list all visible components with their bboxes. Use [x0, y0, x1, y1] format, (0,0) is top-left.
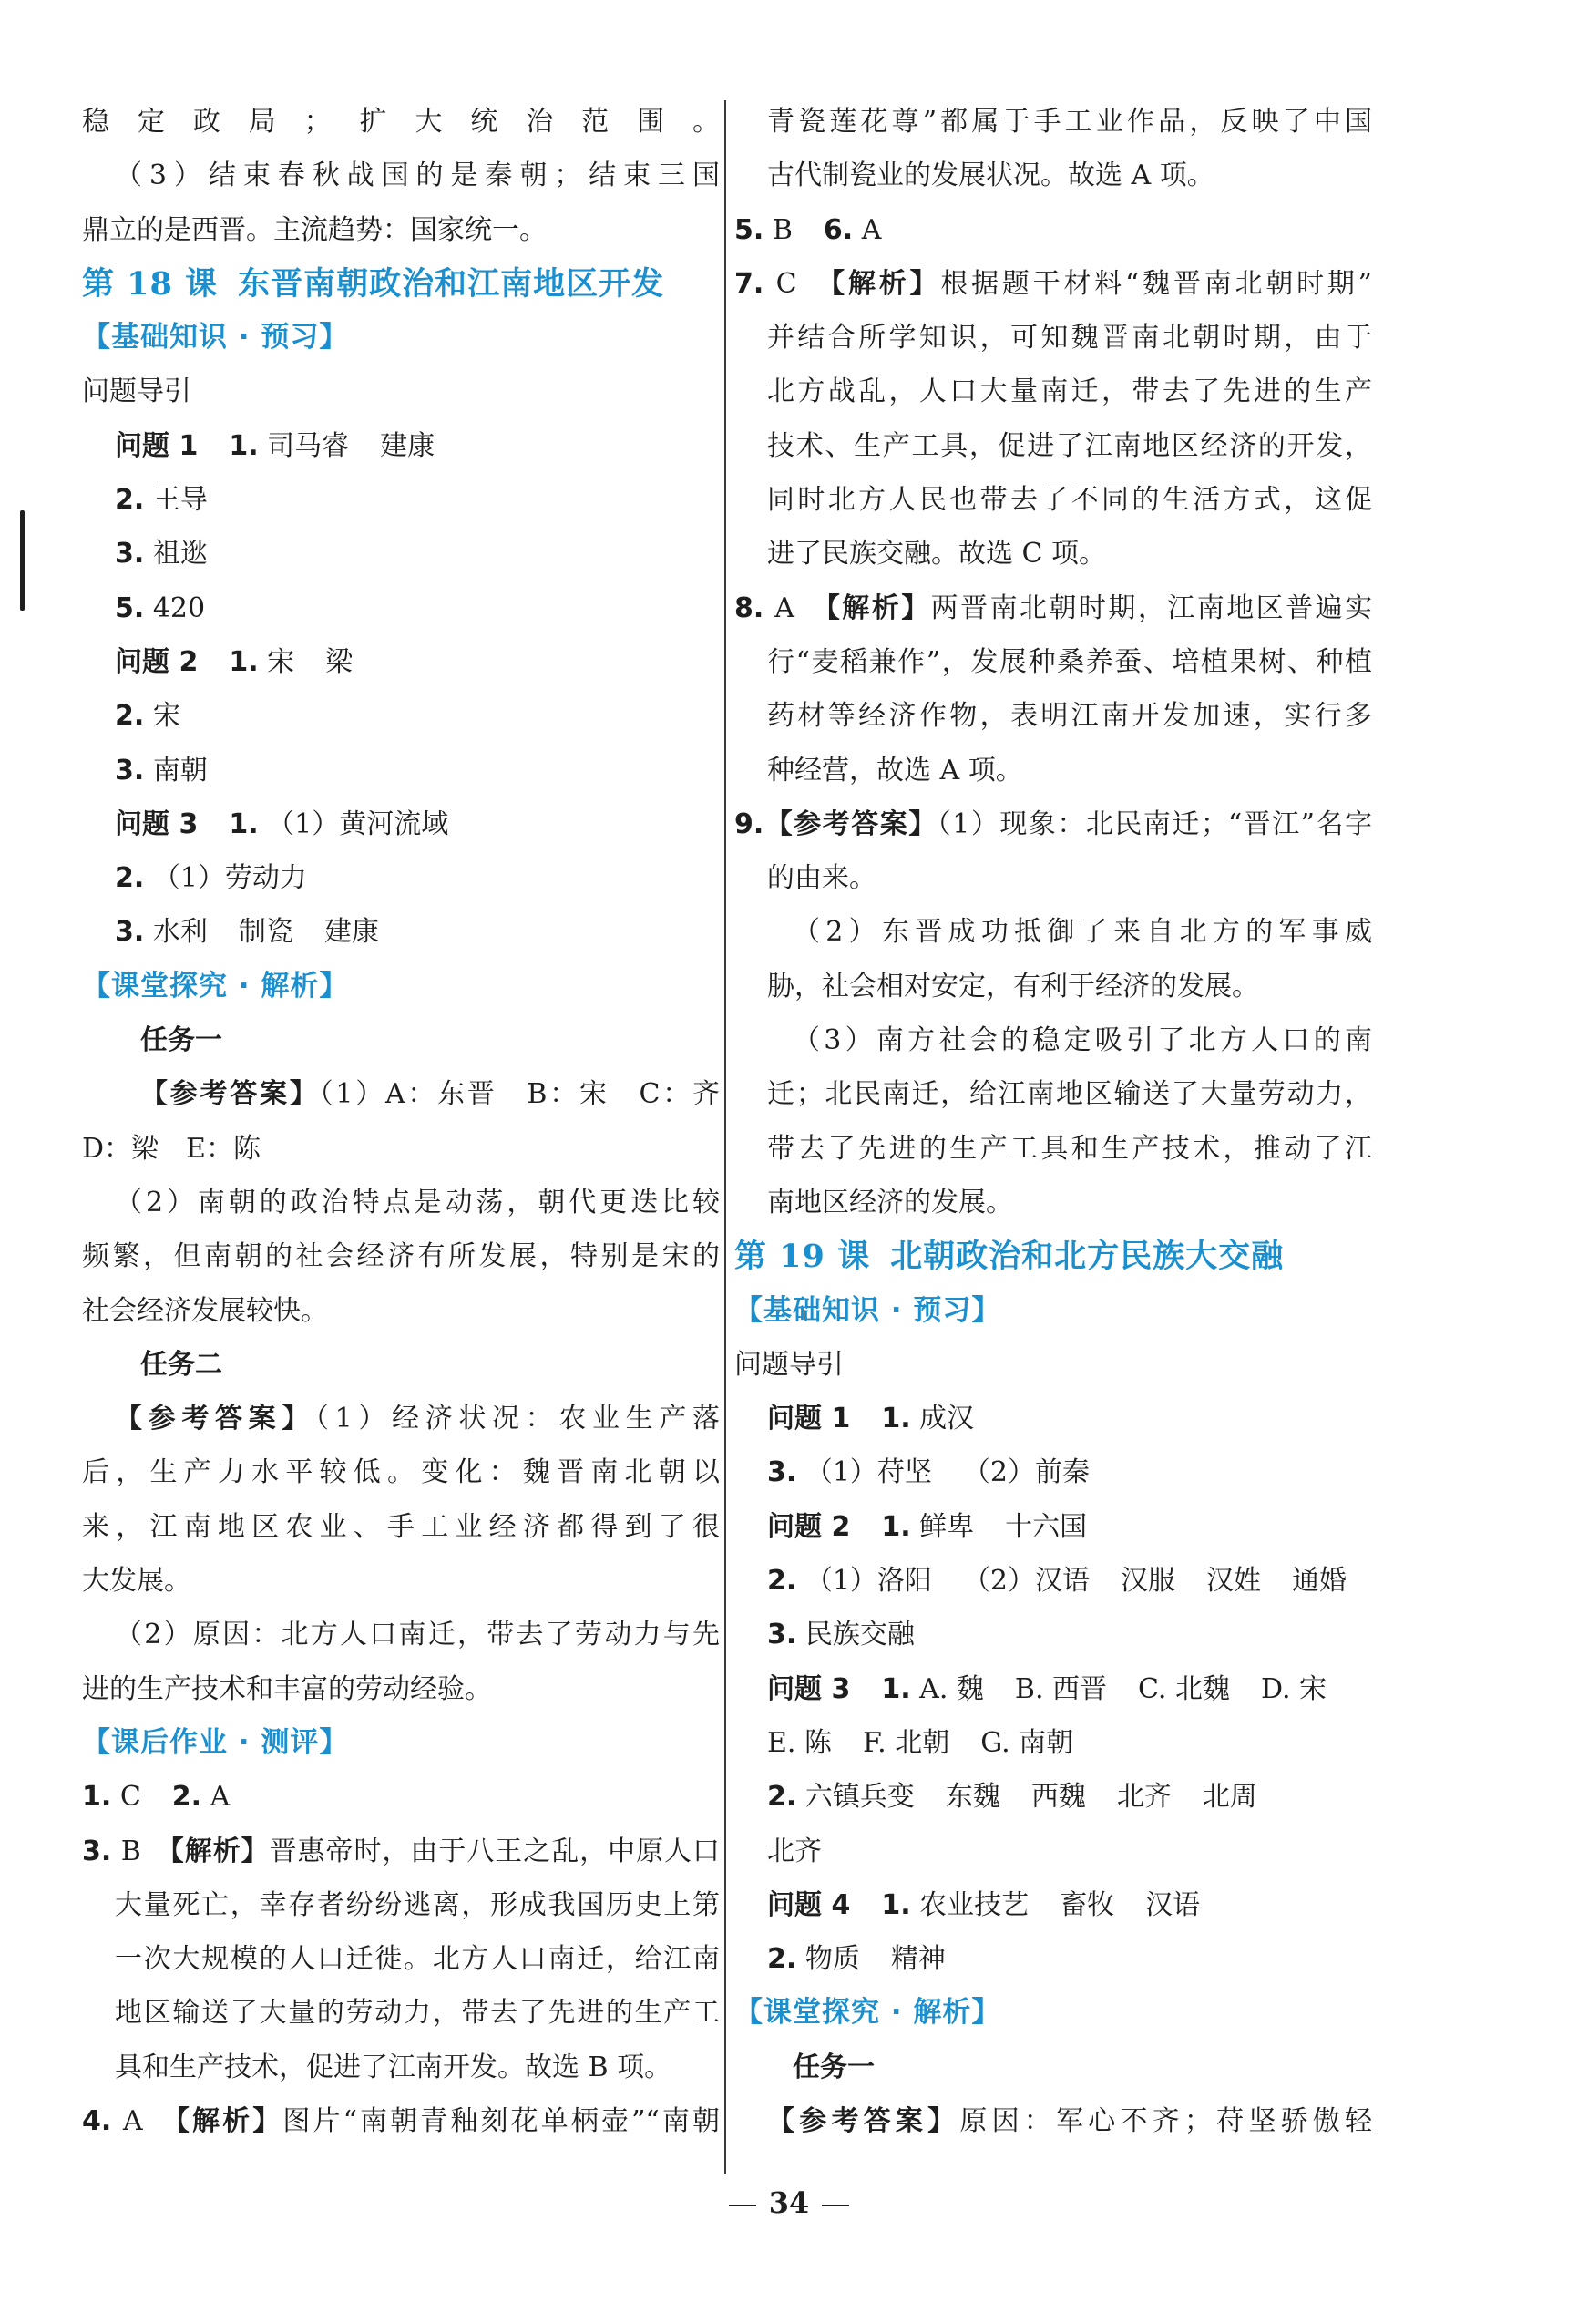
question-4-row: 问题 4 1. 农业技艺 畜牧 汉语 — [767, 1888, 1201, 1921]
answer-row: 2. 宋 — [115, 700, 180, 733]
answer-row: 3. 祖逖 — [115, 538, 208, 571]
text-line: 稳定政局；扩大统治范围。 — [82, 106, 720, 138]
answer-row: 8. A 【解析】两晋南北朝时期，江南地区普遍实 — [734, 591, 1372, 624]
answer-row: 5. 420 — [115, 591, 206, 624]
question-3-row: 问题 3 1. （1）黄河流域 — [115, 807, 449, 840]
text-line: （2）南朝的政治特点是动荡，朝代更迭比较 — [115, 1186, 720, 1219]
answer-row: E. 陈 F. 北朝 G. 南朝 — [767, 1726, 1074, 1759]
text-line: 一次大规模的人口迁徙。北方人口南迁，给江南 — [115, 1943, 720, 1976]
text-line: 大量死亡，幸存者纷纷逃离，形成我国历史上第 — [115, 1888, 720, 1921]
text-line: （2）东晋成功抵御了来自北方的军事威 — [793, 916, 1372, 949]
answer-row: 2. 王导 — [115, 484, 208, 517]
text-line: 的由来。 — [767, 862, 876, 895]
text-line: 进的生产技术和丰富的劳动经验。 — [82, 1672, 492, 1705]
text-line: 青瓷莲花尊”都属于手工业作品，反映了中国 — [767, 106, 1372, 138]
answer-row: 5. B 6. A — [734, 213, 882, 246]
section-question-guide: 问题导引 — [82, 375, 191, 408]
text-line: 后，生产力水平较低。变化：魏晋南北朝以 — [82, 1456, 720, 1489]
text-line: 地区输送了大量的劳动力，带去了先进的生产工 — [115, 1997, 720, 2030]
text-line: （3）南方社会的稳定吸引了北方人口的南 — [793, 1024, 1372, 1057]
lesson-18-title: 第 18 课 东晋南朝政治和江南地区开发 — [82, 264, 665, 303]
left-column — [82, 95, 720, 2148]
text-line: （3）结束春秋战国的是秦朝；结束三国 — [115, 159, 720, 192]
answer-row: 3. 南朝 — [115, 754, 208, 787]
text-line: 种经营，故选 A 项。 — [767, 754, 1023, 787]
column-divider — [724, 100, 726, 2174]
section-question-guide: 问题导引 — [734, 1348, 844, 1381]
text-line: 带去了先进的生产工具和生产技术，推动了江 — [767, 1132, 1372, 1165]
answer-row: 3. 水利 制瓷 建康 — [115, 916, 379, 949]
right-column — [734, 95, 1372, 2148]
text-line: 社会经济发展较快。 — [82, 1294, 328, 1327]
text-line: 鼎立的是西晋。主流趋势：国家统一。 — [82, 213, 547, 246]
text-line: 【参考答案】（1）经济状况：农业生产落 — [115, 1403, 720, 1435]
text-line: 频繁，但南朝的社会经济有所发展，特别是宋的 — [82, 1240, 720, 1273]
page-number: 34 — [0, 2185, 1578, 2220]
question-2-row: 问题 2 1. 宋 梁 — [115, 645, 354, 678]
answer-row: 2. （1）洛阳 （2）汉语 汉服 汉姓 通婚 — [767, 1565, 1347, 1598]
text-line: 【参考答案】原因：军心不齐；苻坚骄傲轻 — [767, 2104, 1372, 2137]
answer-row: 北齐 — [767, 1835, 822, 1867]
answer-row: 7. C 【解析】根据题干材料“魏晋南北朝时期” — [734, 267, 1372, 300]
answer-row: 2. （1）劳动力 — [115, 862, 307, 895]
text-line: 技术、生产工具，促进了江南地区经济的开发， — [767, 429, 1372, 462]
question-1-row: 问题 1 1. 成汉 — [767, 1403, 975, 1435]
answer-row: 3. B 【解析】晋惠帝时，由于八王之乱，中原人口 — [82, 1835, 720, 1867]
answer-row: 3. 民族交融 — [767, 1619, 915, 1651]
answer-row: 9.【参考答案】（1）现象：北民南迁；“晋江”名字 — [734, 807, 1372, 840]
question-1-row: 问题 1 1. 司马睿 建康 — [115, 429, 435, 462]
text-line: 北方战乱，人口大量南迁，带去了先进的生产 — [767, 375, 1372, 408]
text-line: 行“麦稻兼作”，发展种桑养蚕、培植果树、种植 — [767, 645, 1372, 678]
task-2-heading: 任务二 — [140, 1348, 222, 1381]
question-2-row: 问题 2 1. 鲜卑 十六国 — [767, 1510, 1088, 1543]
text-line: 进了民族交融。故选 C 项。 — [767, 538, 1107, 571]
text-line: 药材等经济作物，表明江南开发加速，实行多 — [767, 700, 1372, 733]
text-line: 大发展。 — [82, 1565, 191, 1598]
text-line: 南地区经济的发展。 — [767, 1186, 1013, 1219]
answer-row: 4. A 【解析】图片“南朝青釉刻花单柄壶”“南朝 — [82, 2104, 720, 2137]
text-line: D：梁 E：陈 — [82, 1132, 261, 1165]
text-line: 来，江南地区农业、手工业经济都得到了很 — [82, 1510, 720, 1543]
text-line: 迁；北民南迁，给江南地区输送了大量劳动力， — [767, 1078, 1372, 1111]
text-line: （2）原因：北方人口南迁，带去了劳动力与先 — [115, 1619, 720, 1651]
text-line: 古代制瓷业的发展状况。故选 A 项。 — [767, 159, 1214, 192]
answer-row: 3. （1）苻坚 （2）前秦 — [767, 1456, 1091, 1489]
question-3-row: 问题 3 1. A. 魏 B. 西晋 C. 北魏 D. 宋 — [767, 1672, 1327, 1705]
section-classroom-explore: 【课堂探究 · 解析】 — [734, 1996, 1001, 2030]
answer-row: 1. C 2. A — [82, 1781, 231, 1814]
scan-mark — [20, 510, 25, 611]
answer-row: 2. 物质 精神 — [767, 1943, 946, 1976]
section-basic-knowledge: 【基础知识 · 预习】 — [734, 1293, 1001, 1327]
task-1-heading: 任务一 — [793, 2051, 875, 2083]
text-line: 同时北方人民也带去了不同的生活方式，这促 — [767, 484, 1372, 517]
text-line: 【参考答案】（1）A：东晋 B：宋 C：齐 — [140, 1078, 720, 1111]
text-line: 胁，社会相对安定，有利于经济的发展。 — [767, 970, 1259, 1003]
text-line: 并结合所学知识，可知魏晋南北朝时期，由于 — [767, 322, 1372, 355]
task-1-heading: 任务一 — [140, 1024, 222, 1057]
section-classroom-explore: 【课堂探究 · 解析】 — [82, 969, 349, 1003]
section-homework-evaluation: 【课后作业 · 测评】 — [82, 1725, 349, 1759]
answer-row: 2. 六镇兵变 东魏 西魏 北齐 北周 — [767, 1781, 1257, 1814]
lesson-19-title: 第 19 课 北朝政治和北方民族大交融 — [734, 1238, 1285, 1276]
text-line: 具和生产技术，促进了江南开发。故选 B 项。 — [115, 2051, 672, 2083]
section-basic-knowledge: 【基础知识 · 预习】 — [82, 321, 349, 355]
